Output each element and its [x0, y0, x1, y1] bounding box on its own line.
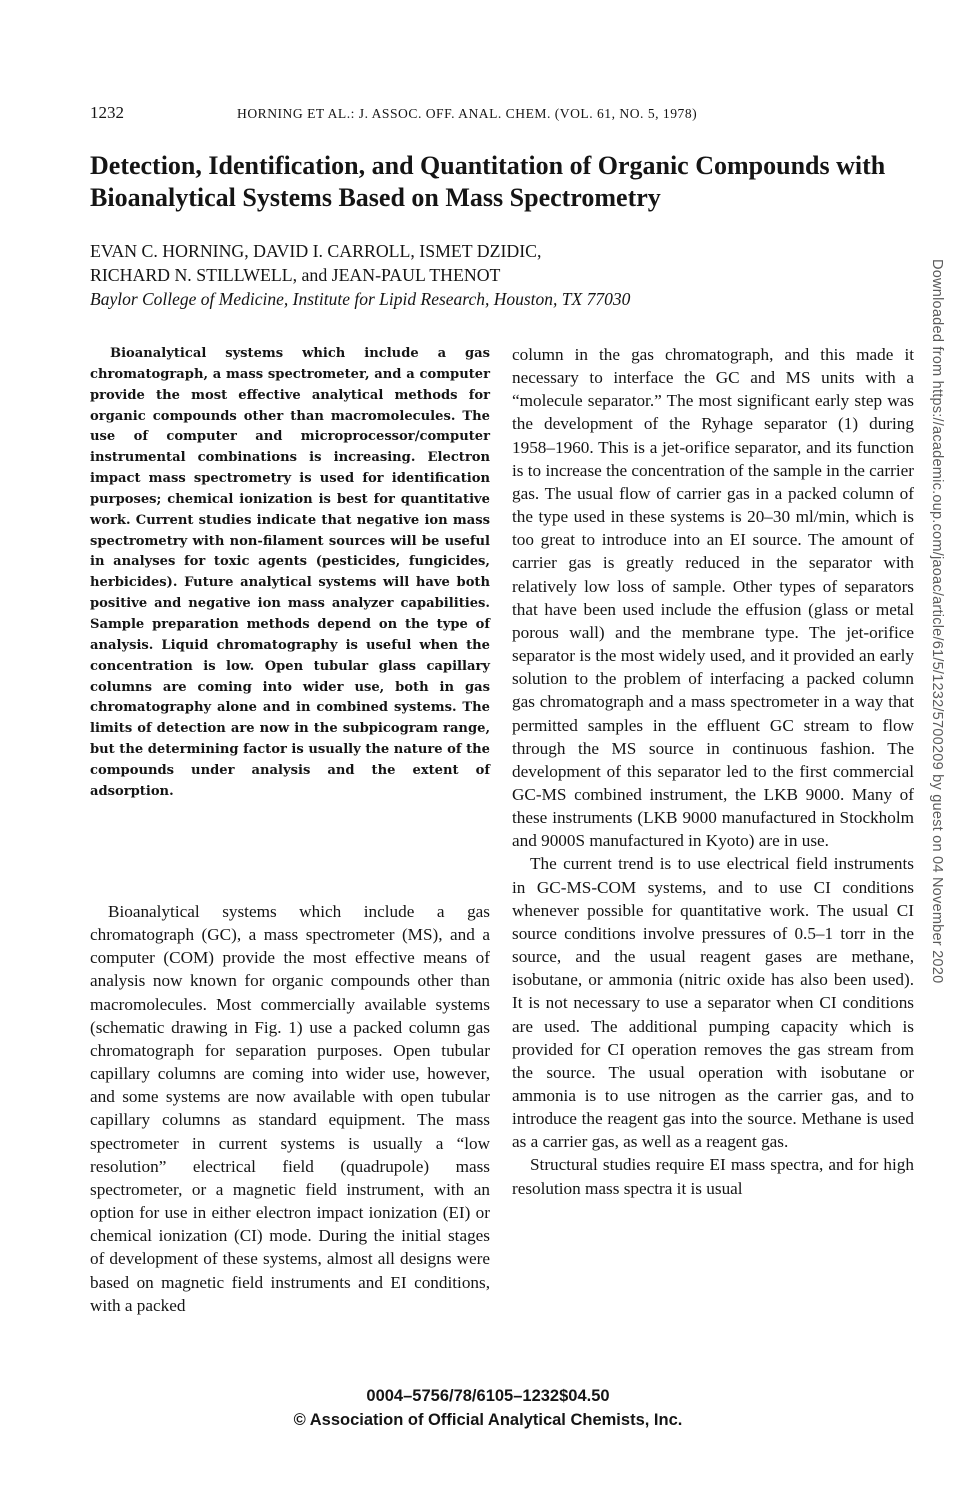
authors-line-1: EVAN C. HORNING, DAVID I. CARROLL, ISMET DZIDIC,	[90, 241, 542, 261]
body-column-left	[90, 900, 490, 1317]
body-paragraph: Structural studies require EI mass spectra, and for high resolution mass spectra it is usual	[512, 1155, 914, 1198]
copyright-notice: © Association of Official Analytical Chemists, Inc.	[293, 1411, 683, 1429]
download-notice: Downloaded from https://academic.oup.com/jaoac/article/61/5/1232/5700209 by guest on 04 November 2020	[929, 259, 945, 984]
page-number: 1232	[90, 103, 124, 122]
body-paragraph: Bioanalytical systems which include a gas chromatograph (GC), a mass spectrometer (MS), and a computer (COM) provide the most effective means of analysis now known for organic compounds other than macromolecules. Most commercially available systems (schematic drawing in Fig. 1) use a packed column gas chromatograph for separation purposes. Open tubular capillary columns are coming into wider use, however, and some systems are now available with open tubular capillary columns as standard equipment. The mass spectrometer in current systems is usually a “low resolution” electrical field (quadrupole) mass spectrometer, or a magnetic field instrument, with an option for use in either electron impact ionization (EI) or chemical ionization (CI) mode. During the initial stages of development of these systems, almost all designs were based on magnetic field instruments and EI conditions, with a packed	[90, 902, 490, 1315]
article-title: Detection, Identification, and Quantitation of Organic Compounds with Bioanalytical Systems Based on Mass Spectrometry	[90, 151, 886, 212]
body-paragraph: The current trend is to use electrical field instruments in GC-MS-COM systems, and to use CI conditions whenever possible for quantitative work. The usual CI source conditions involve pressures of 0.5–1 torr in the source, and the usual reagent gases are methane, isobutane, or ammonia (nitric oxide has also been used). It is not necessary to use a separator when CI conditions are used. The additional pumping capacity which is provided for CI operation removes the gas stream from the source. The usual operation with isobutane or ammonia is to use nitrogen as the carrier gas, and to introduce the reagent gas into the source. Methane is used as a carrier gas, as well as a reagent gas.	[512, 854, 914, 1152]
article-code: 0004–5756/78/6105–1232$04.50	[366, 1387, 610, 1405]
abstract: Bioanalytical systems which include a gas chromatograph, a mass spectrometer, and a computer provide the most effective analytical methods for organic compounds other than macromolecules. The use of computer and microprocessor/computer instrumental combinations is increasing. Electron impact mass spectrometry is used for identification purposes; chemical ionization is best for quantitative work. Current studies indicate that negative ion mass spectrometry with non-filament sources will be useful in analyses for toxic agents (pesticides, fungicides, herbicides). Future analytical systems will have both positive and negative ion mass analyzer capabilities. Sample preparation methods depend on the type of analysis. Liquid chromatography is useful when the concentration is low. Open tubular glass capillary columns are coming into wider use, both in gas chromatography alone and in combined systems. The limits of detection are now in the subpicogram range, but the determining factor is usually the nature of the compounds under analysis and the extent of adsorption.	[90, 346, 490, 799]
author-list	[90, 239, 850, 287]
authors-line-2: RICHARD N. STILLWELL, and JEAN-PAUL THENOT	[90, 265, 501, 285]
body-paragraph: column in the gas chromatograph, and this made it necessary to interface the GC and MS units with a “molecule separator.” The most significant early step was the development of the Ryhage separator (1) during 1958–1960. This is a jet-orifice separator, and its function is to increase the concentration of the sample in the carrier gas. The usual flow of carrier gas in a packed column of the type used in these systems is 20–30 ml/min, which is too great to introduce into an EI source. The amount of carrier gas is greatly reduced in the separator with relatively low loss of sample. Other types of separators that have been used include the effusion (glass or metal porous wall) and the membrane type. The jet-orifice separator is the most widely used, and it provided an early solution to the problem of interfacing a packed column gas chromatograph and a mass spectrometer in a way that permitted samples in the effluent GC stream to flow through the MS source in continuous fashion. The development of this separator led to the first commercial GC-MS combined instrument, the LKB 9000. Many of these instruments (LKB 9000 manufactured in Stockholm and 9000S manufactured in Kyoto) are in use.	[512, 345, 914, 851]
running-head	[90, 103, 910, 133]
footer	[0, 1384, 976, 1432]
affiliation: Baylor College of Medicine, Institute for Lipid Research, Houston, TX 77030	[90, 289, 631, 309]
journal-citation: HORNING ET AL.: J. ASSOC. OFF. ANAL. CHEM. (VOL. 61, NO. 5, 1978)	[237, 106, 698, 121]
body-column-right	[512, 343, 914, 1200]
